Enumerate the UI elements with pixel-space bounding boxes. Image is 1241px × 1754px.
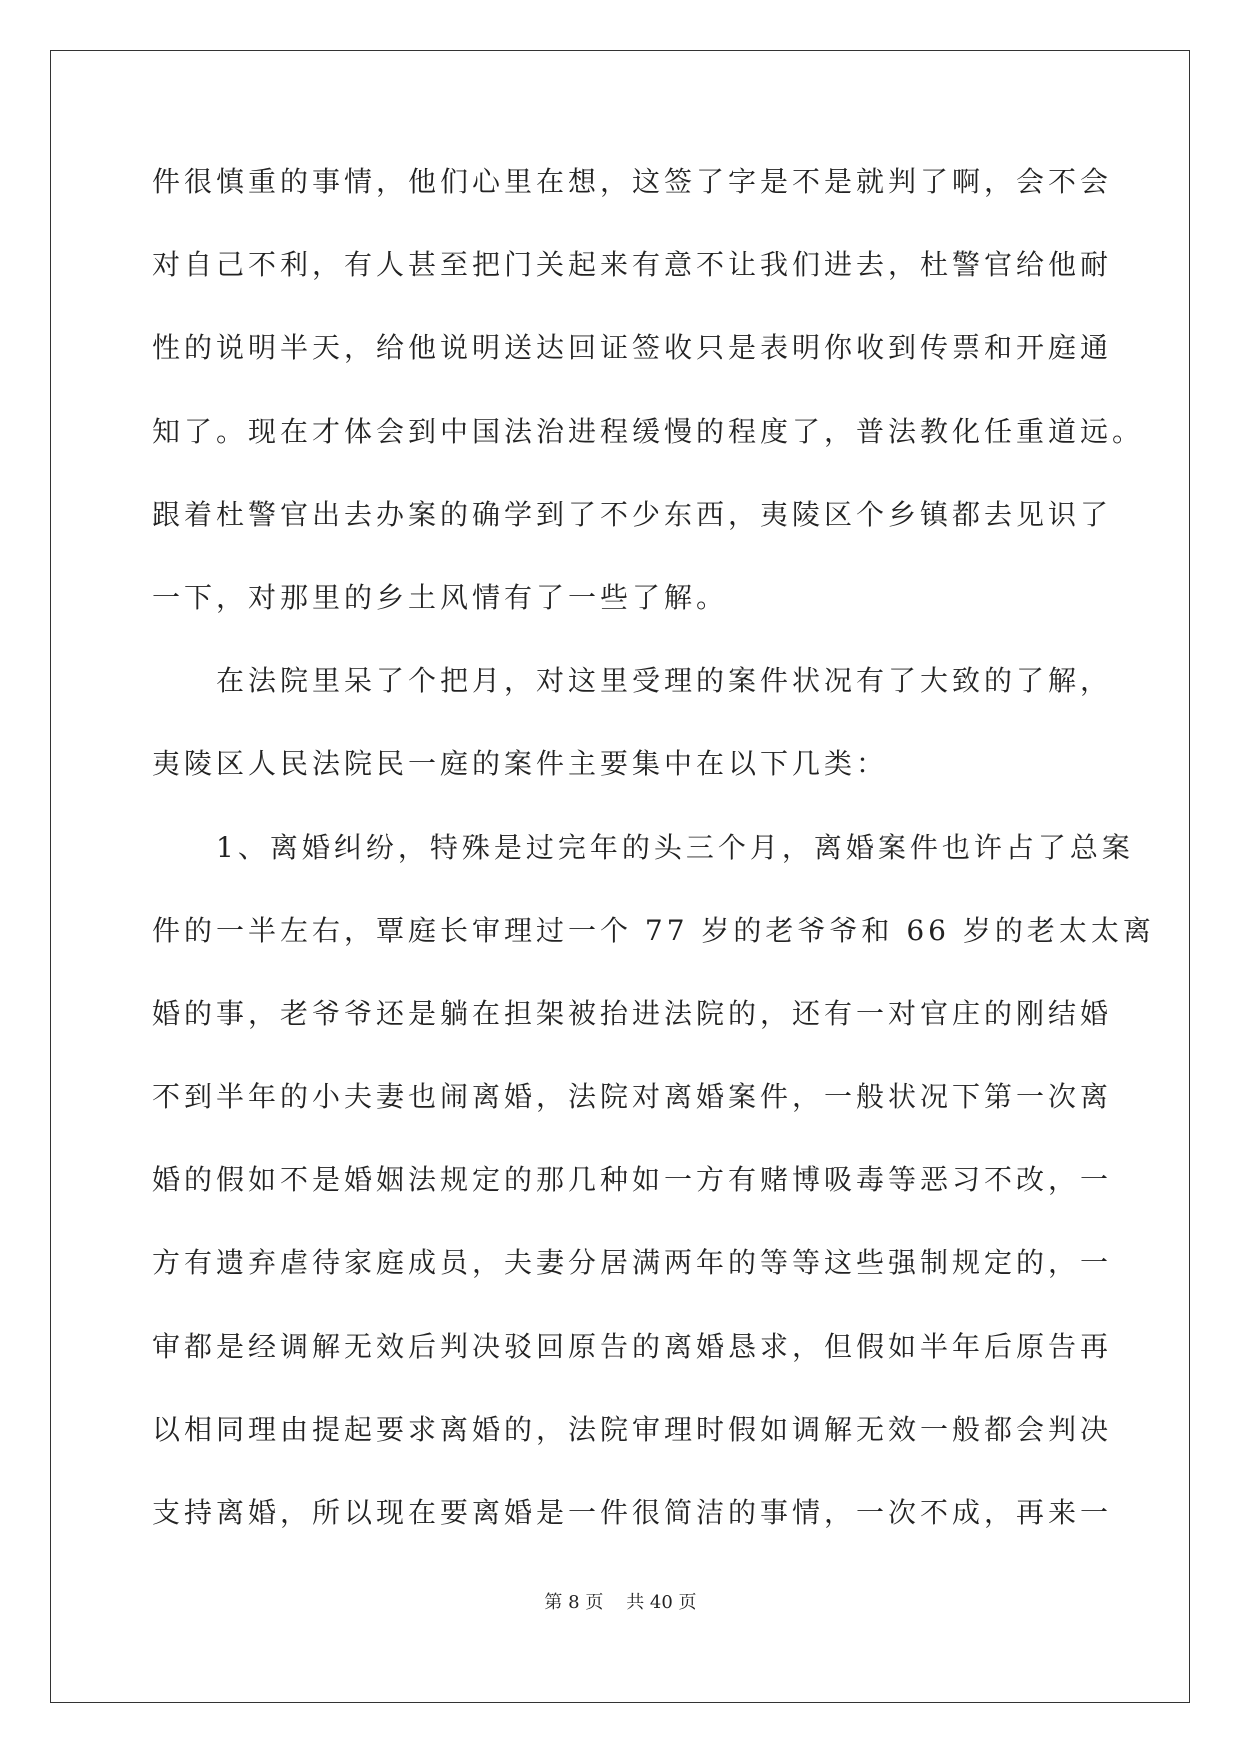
- page-number-footer: 第 8 页 共 40 页: [544, 1592, 697, 1613]
- text-line: 知了。现在才体会到中国法治进程缓慢的程度了，普法教化任重道远。: [152, 414, 1145, 448]
- paragraph-start-line: 在法院里呆了个把月，对这里受理的案件状况有了大致的了解，: [216, 664, 1113, 698]
- text-line: 方有遗弃虐待家庭成员，夫妻分居满两年的等等这些强制规定的，一: [152, 1246, 1113, 1280]
- text-line: 一下，对那里的乡土风情有了一些了解。: [152, 580, 729, 614]
- text-line: 件的一半左右，覃庭长审理过一个 77 岁的老爷爷和 66 岁的老太太离: [152, 913, 1155, 947]
- text-line: 对自己不利，有人甚至把门关起来有意不让我们进去，杜警官给他耐: [152, 248, 1113, 282]
- text-line: 跟着杜警官出去办案的确学到了不少东西，夷陵区个乡镇都去见识了: [152, 497, 1113, 531]
- text-line: 支持离婚，所以现在要离婚是一件很简洁的事情，一次不成，再来一: [152, 1496, 1113, 1529]
- text-line: 夷陵区人民法院民一庭的案件主要集中在以下几类：: [152, 747, 889, 781]
- text-line: 婚的假如不是婚姻法规定的那几种如一方有赌博吸毒等恶习不改，一: [152, 1163, 1113, 1197]
- paragraph-start-line: 1、离婚纠纷，特殊是过完年的头三个月，离婚案件也许占了总案: [216, 830, 1134, 864]
- text-line: 性的说明半天，给他说明送达回证签收只是表明你收到传票和开庭通: [152, 331, 1113, 365]
- text-line: 件很慎重的事情，他们心里在想，这签了字是不是就判了啊，会不会: [152, 165, 1113, 198]
- text-line: 审都是经调解无效后判决驳回原告的离婚恳求，但假如半年后原告再: [152, 1329, 1113, 1363]
- text-line: 不到半年的小夫妻也闹离婚，法院对离婚案件，一般状况下第一次离: [152, 1080, 1113, 1114]
- text-line: 婚的事，老爷爷还是躺在担架被抬进法院的，还有一对官庄的刚结婚: [152, 996, 1113, 1030]
- document-body: [152, 160, 1155, 1574]
- text-line: 以相同理由提起要求离婚的，法院审理时假如调解无效一般都会判决: [152, 1412, 1113, 1446]
